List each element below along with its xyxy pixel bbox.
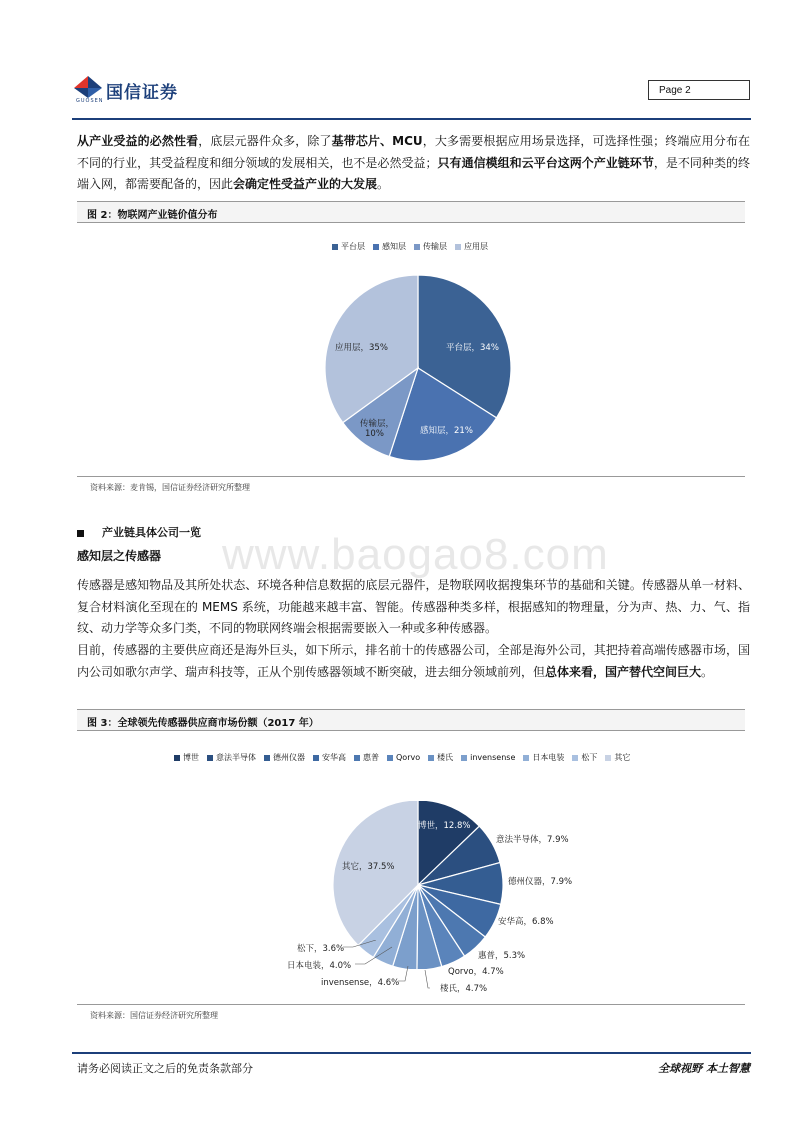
fig3-legend-item-1 [207, 752, 256, 763]
fig3-label-other: 其它，37.5% [342, 862, 395, 872]
fig2-legend-item-2 [414, 241, 447, 252]
figure3-bottom-rule [77, 1004, 745, 1005]
intro-bold-4: 会确定性受益产业的大发展 [233, 177, 378, 191]
section-subheading: 感知层之传感器 [77, 549, 162, 563]
footer-slogan: 全球视野 本土智慧 [658, 1062, 750, 1075]
fig3-legend-item-7 [461, 753, 515, 762]
section-bullet-icon [77, 530, 84, 537]
figure2-bottom-rule [77, 476, 745, 477]
fig2-legend-item-0 [332, 241, 365, 252]
fig3-legend-swatch-3 [313, 755, 319, 761]
figure2-source: 资料来源：麦肯锡，国信证券经济研究所整理 [90, 483, 250, 492]
fig3-legend-item-3 [313, 752, 346, 763]
company-logo [72, 74, 202, 104]
figure3-source: 资料来源：国信证券经济研究所整理 [90, 1011, 218, 1020]
fig3-legend-item-8 [523, 752, 564, 763]
fig2-legend-swatch-3 [455, 244, 461, 250]
logo-mark-icon [72, 74, 104, 100]
fig3-legend-label-0: 博世 [183, 753, 199, 762]
fig2-legend-label-1: 感知层 [382, 242, 406, 251]
footer-disclaimer: 请务必阅读正文之后的免责条款部分 [77, 1062, 253, 1075]
fig2-legend-label-2: 传输层 [423, 242, 447, 251]
fig3-label-knowles: 楼氏，4.7% [440, 984, 488, 994]
fig3-legend-item-6 [428, 752, 453, 763]
fig2-legend-item-1 [373, 241, 406, 252]
fig3-label-invensense: invensense，4.6% [321, 978, 400, 988]
fig3-label-bosch: 博世，12.8% [418, 821, 471, 831]
sensor-paragraph-1: 传感器是感知物品及其所处状态、环境各种信息数据的底层元器件，是物联网收据搜集环节的基础和关键。传感器从单一材料、复合材料演化至现在的 MEMS 系统，功能越来越丰富、智能。传感器种类多样，根据感知的物理量，分为声、热、力、气、指纹、动力学等众多门类，不同的物联网终端会根据需要嵌入一种或多种传感器。 [77, 578, 750, 635]
fig3-legend-swatch-10 [605, 755, 611, 761]
fig3-legend-item-10 [605, 752, 630, 763]
intro-text-2: ，大多需要根据应用场景选择，可选择性强；终端应用分布在不同的行业，其受益程度和细分领域的发展相关，也不是必然受益； [77, 134, 750, 170]
fig3-legend-item-2 [264, 752, 305, 763]
intro-bold-1: 从产业受益的必然性看 [77, 134, 199, 148]
fig3-legend-label-1: 意法半导体 [216, 753, 256, 762]
fig2-legend-swatch-0 [332, 244, 338, 250]
fig2-label-application: 应用层，35% [335, 343, 388, 353]
header-divider [72, 118, 751, 120]
fig2-label-platform: 平台层，34% [446, 343, 499, 353]
fig3-legend-item-0 [174, 752, 199, 763]
fig3-legend-label-2: 德州仪器 [273, 753, 305, 762]
fig2-label-transport-2: 10% [365, 429, 384, 439]
fig3-legend-label-5: Qorvo [396, 753, 421, 762]
intro-text-3: ，是不同种类的终端入网，都需要配备的，因此 [77, 155, 750, 191]
footer-divider [72, 1052, 751, 1054]
intro-paragraph [77, 131, 750, 196]
figure3-legend [174, 752, 638, 763]
intro-bold-2: 基带芯片、MCU [331, 134, 423, 148]
sensor-paragraph-2 [77, 640, 750, 683]
fig3-legend-label-9: 松下 [581, 753, 598, 762]
fig2-label-sensing: 感知层，21% [420, 426, 473, 436]
fig3-legend-swatch-4 [354, 755, 360, 761]
logo-subtext: GUOSEN [76, 98, 104, 104]
fig3-legend-item-5 [387, 753, 420, 762]
fig2-legend-item-3 [455, 241, 488, 252]
fig2-legend-label-0: 平台层 [341, 242, 365, 251]
logo-text: 国信证券 [106, 83, 178, 103]
fig2-legend-label-3: 应用层 [464, 242, 488, 251]
figure2-title: 图 2：物联网产业链价值分布 [77, 201, 745, 223]
fig3-legend-swatch-0 [174, 755, 180, 761]
intro-text-1: ，底层元器件众多，除了 [198, 134, 332, 148]
watermark: www.baogao8.com [222, 530, 609, 579]
fig3-label-avago: 安华高，6.8% [498, 917, 554, 927]
p2-end: 。 [701, 664, 714, 679]
fig3-legend-swatch-7 [461, 755, 467, 761]
fig3-legend-swatch-8 [523, 755, 529, 761]
intro-bold-3: 只有通信模组和云平台这两个产业链环节 [437, 155, 654, 170]
fig3-legend-item-9 [572, 752, 597, 763]
intro-text-4: 。 [377, 177, 390, 191]
fig3-legend-label-4: 惠普 [363, 753, 379, 762]
figure2-pie-chart [320, 272, 516, 464]
fig3-legend-item-4 [354, 752, 379, 763]
fig3-label-denso: 日本电装，4.0% [287, 961, 352, 971]
fig3-legend-label-6: 楼氏 [437, 753, 454, 762]
fig3-legend-label-8: 日本电装 [532, 753, 565, 762]
fig3-legend-swatch-5 [387, 755, 393, 761]
fig2-label-transport-1: 传输层， [360, 419, 395, 429]
p2-text: 目前，传感器的主要供应商还是海外巨头，如下所示，排名前十的传感器公司，全部是海外公司，其把持着高端传感器市场，国内公司如歌尔声学、瑞声科技等，正从个别传感器领域不断突破，进去细分领域前列，但 [77, 643, 750, 679]
section-heading [77, 524, 201, 540]
fig3-legend-swatch-9 [572, 755, 578, 761]
fig3-legend-label-10: 其它 [614, 753, 631, 762]
fig3-label-panasonic: 松下，3.6% [297, 944, 345, 954]
fig3-legend-label-7: invensense [470, 753, 516, 762]
fig3-legend-swatch-1 [207, 755, 213, 761]
fig3-label-qorvo: Qorvo，4.7% [448, 967, 504, 977]
fig3-label-hp: 惠普，5.3% [478, 951, 526, 961]
figure2-legend [332, 241, 496, 252]
fig3-label-st: 意法半导体，7.9% [496, 835, 569, 845]
fig2-legend-swatch-1 [373, 244, 379, 250]
section-heading-text: 产业链具体公司一览 [102, 526, 201, 539]
fig2-legend-swatch-2 [414, 244, 420, 250]
fig3-legend-swatch-2 [264, 755, 270, 761]
fig3-legend-swatch-6 [428, 755, 434, 761]
page-number: Page 2 [648, 80, 750, 100]
fig3-legend-label-3: 安华高 [322, 753, 346, 762]
figure3-title: 图 3：全球领先传感器供应商市场份额（2017 年） [77, 709, 745, 731]
p2-bold: 总体来看，国产替代空间巨大 [545, 664, 702, 679]
fig3-label-ti: 德州仪器，7.9% [508, 877, 573, 887]
